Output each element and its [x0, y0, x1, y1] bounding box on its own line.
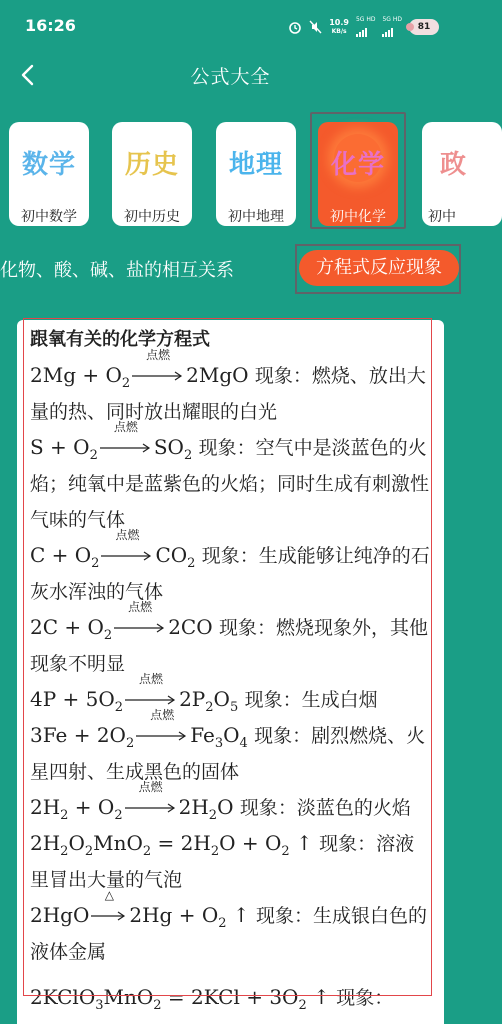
phenomenon-text: 现象： — [336, 987, 394, 1009]
category-glyph: 数学 — [21, 150, 76, 180]
category-card-geography[interactable] — [216, 122, 296, 226]
reaction-arrow: 点燃 — [114, 616, 166, 636]
equation: $2C + O_2$ 点燃 2CO — [30, 600, 213, 643]
category-card-math[interactable] — [9, 122, 89, 226]
formula-item — [30, 600, 430, 682]
formula-item — [30, 420, 430, 538]
phenomenon-text: 现象：生成白烟 — [244, 689, 378, 711]
status-icons — [288, 16, 439, 37]
formula-item — [30, 780, 430, 826]
topic-tab-reactions[interactable]: 方程式反应现象 — [299, 250, 459, 286]
signal-2: 5G HD — [382, 16, 402, 37]
equation: 2KClO$_3$MnO$_2$ = $2KCl + 3O_2$ ↑ — [30, 985, 330, 1013]
alarm-icon — [288, 20, 302, 34]
reaction-arrow: 点燃 — [100, 436, 152, 456]
category-label: 初中化学 — [330, 209, 386, 225]
phenomenon-text: 现象：溶液里冒出大量的气泡 — [30, 833, 415, 891]
topic-tab-relations[interactable]: 化物、酸、碱、盐的相互关系 — [0, 260, 234, 281]
equation: $3Fe + 2O_2$ 点燃 $Fe_3O_4$ — [30, 708, 248, 751]
reaction-arrow: 点燃 — [101, 544, 153, 564]
net-speed: 10.9 KB/s — [329, 17, 349, 35]
category-label: 初中历史 — [124, 209, 180, 225]
equation: $2Mg + O_2$ 点燃 2MgO — [30, 348, 249, 391]
content-panel — [17, 320, 444, 1024]
signal-1: 5G HD — [356, 16, 376, 37]
formula-item — [30, 528, 430, 610]
category-list — [0, 120, 468, 230]
equation: $C + O_2$ 点燃 $CO_2$ — [30, 528, 196, 571]
battery-icon: 81 — [409, 19, 439, 35]
phenomenon-text: 现象：空气中是淡蓝色的火焰；纯氧中是蓝紫色的火焰；同时生成有刺激性气味的气体 — [30, 437, 430, 531]
phenomenon-text: 现象：生成能够让纯净的石灰水浑浊的气体 — [30, 545, 430, 603]
equation: $4P + 5O_2$ 点燃 $2P_2O_5$ — [30, 672, 239, 715]
category-label: 初中地理 — [228, 209, 284, 225]
section-heading: 跟氧有关的化学方程式 — [30, 329, 210, 350]
reaction-arrow: 点燃 — [136, 724, 188, 744]
reaction-arrow: 点燃 — [125, 796, 177, 816]
formula-item — [30, 348, 430, 430]
phenomenon-text: 现象：燃烧、放出大量的热、同时放出耀眼的白光 — [30, 365, 426, 423]
reaction-arrow: △ — [91, 904, 127, 924]
reaction-arrow: 点燃 — [132, 364, 184, 384]
phenomenon-text: 现象：生成银白色的液体金属 — [30, 905, 427, 963]
formula-item — [30, 888, 430, 970]
status-bar — [0, 0, 461, 50]
category-card-history[interactable] — [112, 122, 192, 226]
formula-item — [30, 672, 430, 718]
category-glyph: 地理 — [228, 150, 283, 180]
category-card-chemistry[interactable] — [318, 122, 398, 226]
equation: $S + O_2$ 点燃 $SO_2$ — [30, 420, 193, 463]
category-card-politics[interactable] — [422, 122, 502, 226]
equation: $2H_2 + O_2$ 点燃 $2H_2O$ — [30, 780, 234, 823]
formula-item — [30, 980, 430, 1016]
category-glyph: 化学 — [330, 150, 385, 180]
status-time: 16:26 — [25, 16, 76, 35]
mute-icon — [309, 20, 322, 34]
category-label: 初中数学 — [21, 209, 77, 225]
page-title: 公式大全 — [190, 66, 271, 88]
formula-item — [30, 826, 430, 898]
phenomenon-text: 现象：剧烈燃烧、火星四射、生成黑色的固体 — [30, 725, 426, 783]
formula-list — [30, 322, 430, 1016]
reaction-arrow: 点燃 — [125, 688, 177, 708]
category-glyph: 历史 — [124, 150, 179, 180]
formula-item — [30, 708, 430, 790]
equation: $2H_2O_2MnO_2 = 2H_2O + O_2$ ↑ — [30, 831, 313, 859]
topic-tabs — [0, 240, 461, 292]
equation: 2HgO △ $2Hg + O_2$ ↑ — [30, 888, 250, 931]
category-glyph: 政 — [440, 150, 468, 180]
phenomenon-text: 现象：燃烧现象外，其他现象不明显 — [30, 617, 428, 675]
category-label: 初中 — [428, 209, 456, 225]
phenomenon-text: 现象：淡蓝色的火焰 — [239, 797, 411, 819]
app-header — [0, 50, 461, 100]
